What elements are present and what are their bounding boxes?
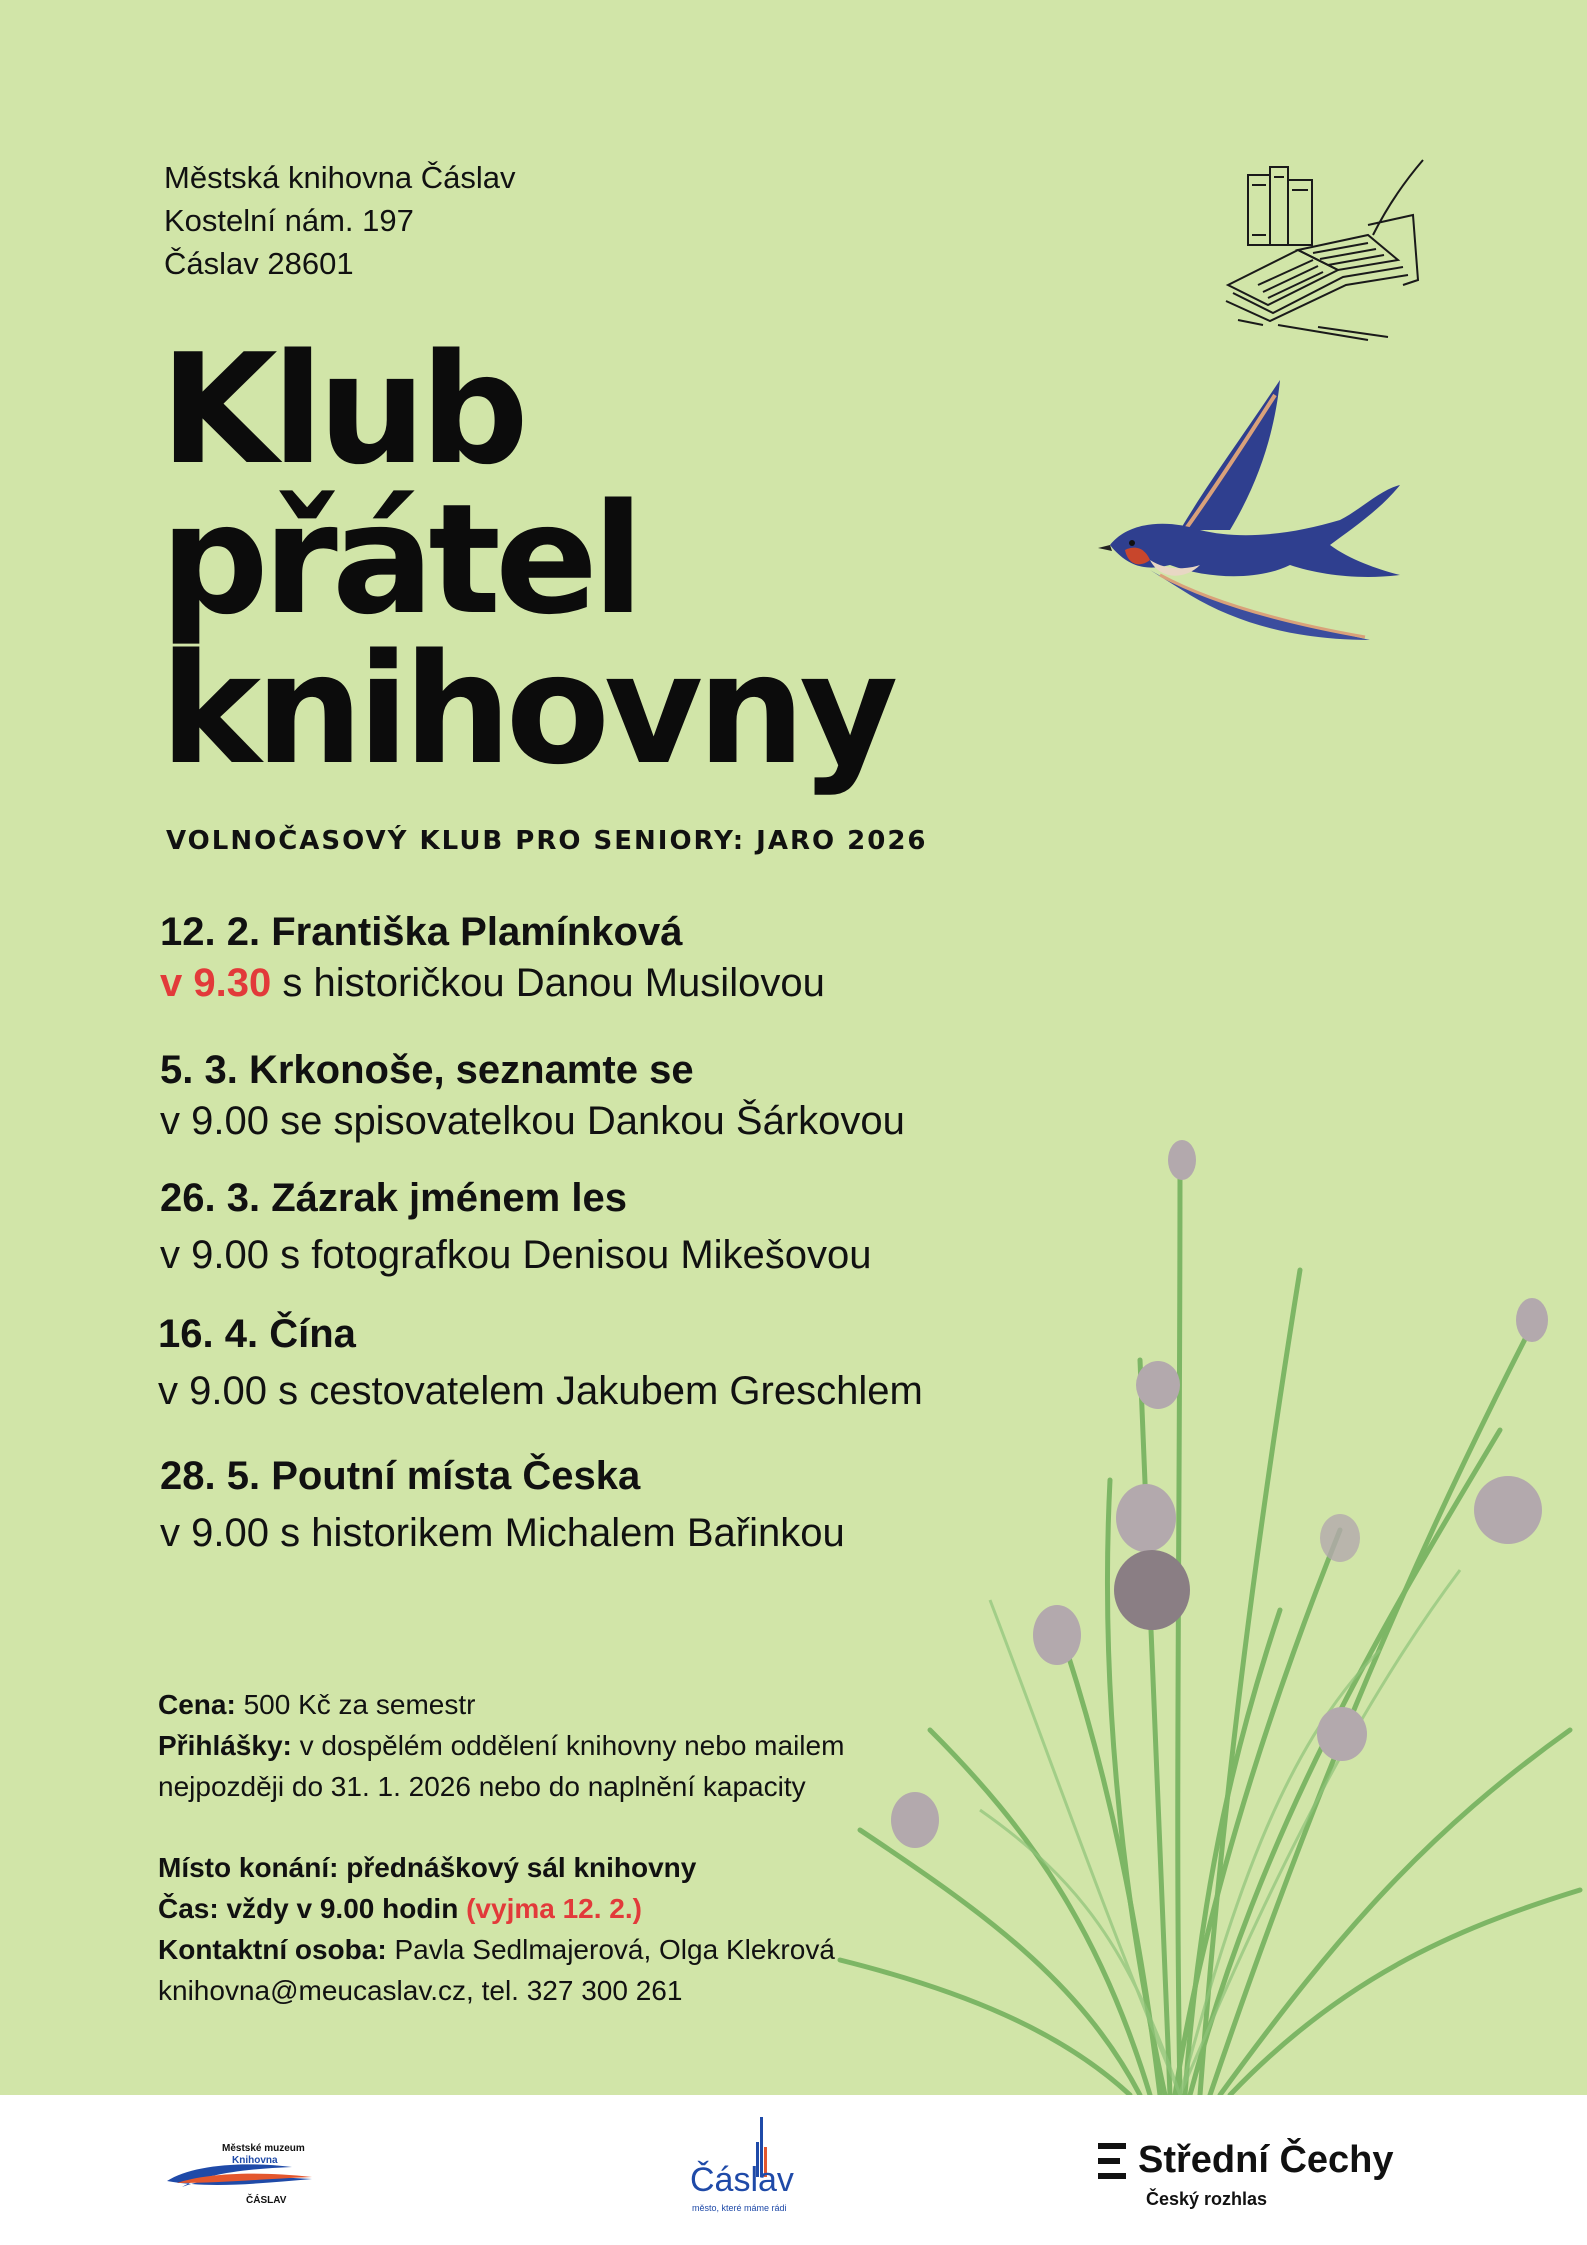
price-value: 500 Kč za semestr [235, 1689, 476, 1720]
event-title: 5. 3. Krkonoše, seznamte se [160, 1048, 694, 1092]
footer-logos [0, 2095, 1587, 2245]
subtitle: VOLNOČASOVÝ KLUB PRO SENIORY: JARO 2026 [166, 826, 928, 856]
event-title: 26. 3. Zázrak jménem les [160, 1176, 627, 1220]
logo-text: Městské muzeum [222, 2143, 305, 2154]
event-item [160, 1048, 905, 1144]
time-line [158, 1888, 844, 1929]
event-title: 16. 4. Čína [158, 1312, 356, 1356]
venue: Místo konání: přednáškový sál knihovny [158, 1852, 697, 1883]
event-item [158, 1312, 923, 1414]
address-line: Kostelní nám. 197 [164, 203, 414, 238]
info-block [158, 1684, 844, 2011]
radio-logo-icon [1098, 2143, 1128, 2179]
signup-line [158, 1725, 844, 1766]
title-line: Klub [160, 321, 523, 498]
contact-value: Pavla Sedlmajerová, Olga Klekrová [386, 1934, 835, 1965]
signup-value: v dospělém oddělení knihovny nebo mailem [291, 1730, 845, 1761]
contact-label: Kontaktní osoba: [158, 1934, 387, 1965]
contact-email-phone: knihovna@meucaslav.cz, tel. 327 300 261 [158, 1975, 683, 2006]
contact-line [158, 1929, 844, 1970]
cesky-rozhlas-logo [1098, 2139, 1438, 2219]
address-line: Čáslav 28601 [164, 246, 354, 281]
event-time: v 9.30 [160, 961, 272, 1005]
logo-text: ČÁSLAV [246, 2195, 287, 2206]
address-line: Městská knihovna Čáslav [164, 160, 516, 195]
chive-plant-illustration [780, 1130, 1587, 2095]
event-title: 12. 2. Františka Plamínková [160, 910, 683, 954]
event-item [160, 1176, 872, 1278]
poster-title [160, 321, 893, 798]
signup-label: Přihlášky: [158, 1730, 292, 1761]
event-details: v 9.00 s historikem Michalem Bařinkou [160, 1511, 845, 1555]
logo-text: Český rozhlas [1146, 2189, 1268, 2209]
swallow-bird-illustration [1090, 370, 1410, 660]
library-address [164, 156, 516, 285]
event-details [160, 961, 825, 1006]
price-label: Cena: [158, 1689, 236, 1720]
event-details: v 9.00 s fotografkou Denisou Mikešovou [160, 1233, 872, 1277]
event-title: 28. 5. Poutní místa Česka [160, 1454, 641, 1498]
museum-library-logo [162, 2143, 322, 2213]
price-line [158, 1684, 844, 1725]
signup-deadline: nejpozději do 31. 1. 2026 nebo do naplnění kapacity [158, 1771, 806, 1802]
logo-text: Čáslav [690, 2161, 794, 2199]
logo-text: město, které máme rádi [692, 2203, 787, 2213]
event-details: v 9.00 se spisovatelkou Dankou Šárkovou [160, 1099, 905, 1143]
event-item [160, 1454, 845, 1556]
title-line: knihovny [160, 621, 893, 798]
logo-text: Střední Čechy [1138, 2139, 1394, 2181]
time-exception: (vyjma 12. 2.) [466, 1893, 642, 1924]
caslav-town-logo [690, 2117, 810, 2227]
title-line: přátel [160, 471, 639, 648]
logo-text: Knihovna [232, 2155, 278, 2166]
books-icon [1218, 155, 1428, 345]
event-details: v 9.00 s cestovatelem Jakubem Greschlem [158, 1369, 923, 1413]
event-item [160, 910, 825, 1006]
time-text: Čas: vždy v 9.00 hodin [158, 1893, 467, 1924]
event-speaker: s historičkou Danou Musilovou [271, 961, 825, 1005]
